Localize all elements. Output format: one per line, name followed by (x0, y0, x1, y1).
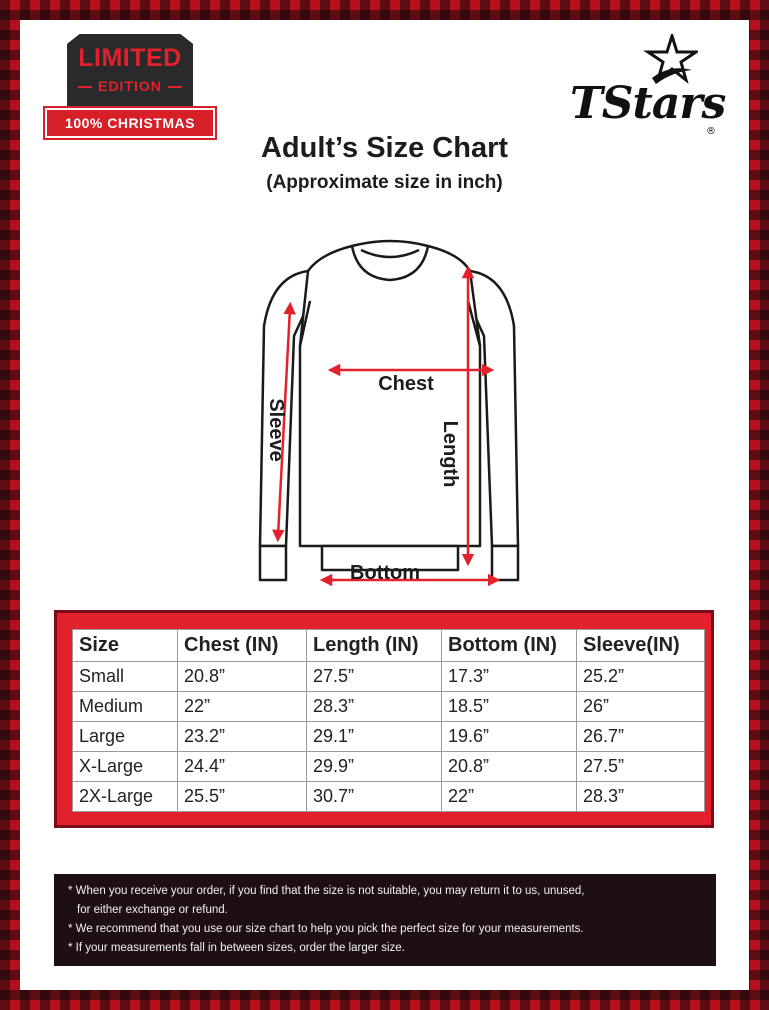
table-cell: 29.1” (307, 722, 442, 752)
page-subtitle: (Approximate size in inch) (266, 172, 503, 193)
table-cell: 20.8” (178, 662, 307, 692)
table-cell: 25.5” (178, 782, 307, 812)
table-cell: 29.9” (307, 752, 442, 782)
logo-wordmark: TStars (570, 78, 726, 129)
table-row (73, 692, 705, 722)
table-cell: Small (73, 662, 178, 692)
table-row (73, 722, 705, 752)
table-cell: 24.4” (178, 752, 307, 782)
limited-edition-badge (45, 34, 215, 144)
tstars-logo (570, 34, 730, 144)
note-between-sizes: * If your measurements fall in between sizes, order the larger size. (68, 942, 405, 954)
note-size-recommendation: * We recommend that you use our size chart to help you pick the perfect size for your measurements. (68, 923, 584, 935)
badge-limited-text: LIMITED (78, 44, 182, 72)
header-bottom: Bottom (IN) (442, 630, 577, 662)
table-row (73, 752, 705, 782)
header-sleeve: Sleeve(IN) (577, 630, 705, 662)
header-length: Length (IN) (307, 630, 442, 662)
bottom-label: Bottom (350, 562, 420, 584)
table-row (73, 662, 705, 692)
table-cell: 28.3” (307, 692, 442, 722)
table-cell: 30.7” (307, 782, 442, 812)
table-cell: 22” (442, 782, 577, 812)
sleeve-label: Sleeve (265, 398, 287, 462)
note-return-policy: * When you receive your order, if you find that the size is not suitable, you may return it to us, unused, (68, 885, 585, 897)
table-cell: Medium (73, 692, 178, 722)
table-cell: 27.5” (577, 752, 705, 782)
size-chart-sheet (20, 20, 749, 990)
page-title: Adult’s Size Chart (260, 132, 509, 164)
registered-mark: ® (706, 126, 716, 137)
table-cell: 17.3” (442, 662, 577, 692)
table-row (73, 782, 705, 812)
table-header-row (73, 630, 705, 662)
size-table-panel (54, 610, 714, 828)
table-cell: 28.3” (577, 782, 705, 812)
badge-ribbon-text: 100% CHRISTMAS (45, 108, 215, 138)
notes-panel (54, 874, 716, 966)
table-cell: Large (73, 722, 178, 752)
table-cell: 26.7” (577, 722, 705, 752)
sweater-outline (260, 241, 518, 580)
badge-edition-text: EDITION (67, 78, 193, 94)
table-cell: 20.8” (442, 752, 577, 782)
sweater-diagram (230, 216, 550, 588)
table-cell: X-Large (73, 752, 178, 782)
length-label: Length (439, 420, 461, 488)
table-cell: 23.2” (178, 722, 307, 752)
table-cell: 25.2” (577, 662, 705, 692)
table-cell: 19.6” (442, 722, 577, 752)
header-chest: Chest (IN) (178, 630, 307, 662)
chest-label: Chest (378, 373, 434, 395)
note-return-policy-continued: for either exchange or refund. (77, 904, 228, 916)
header-size: Size (73, 630, 178, 662)
size-table (72, 629, 705, 812)
table-cell: 18.5” (442, 692, 577, 722)
table-cell: 26” (577, 692, 705, 722)
table-cell: 27.5” (307, 662, 442, 692)
table-cell: 2X-Large (73, 782, 178, 812)
table-cell: 22” (178, 692, 307, 722)
